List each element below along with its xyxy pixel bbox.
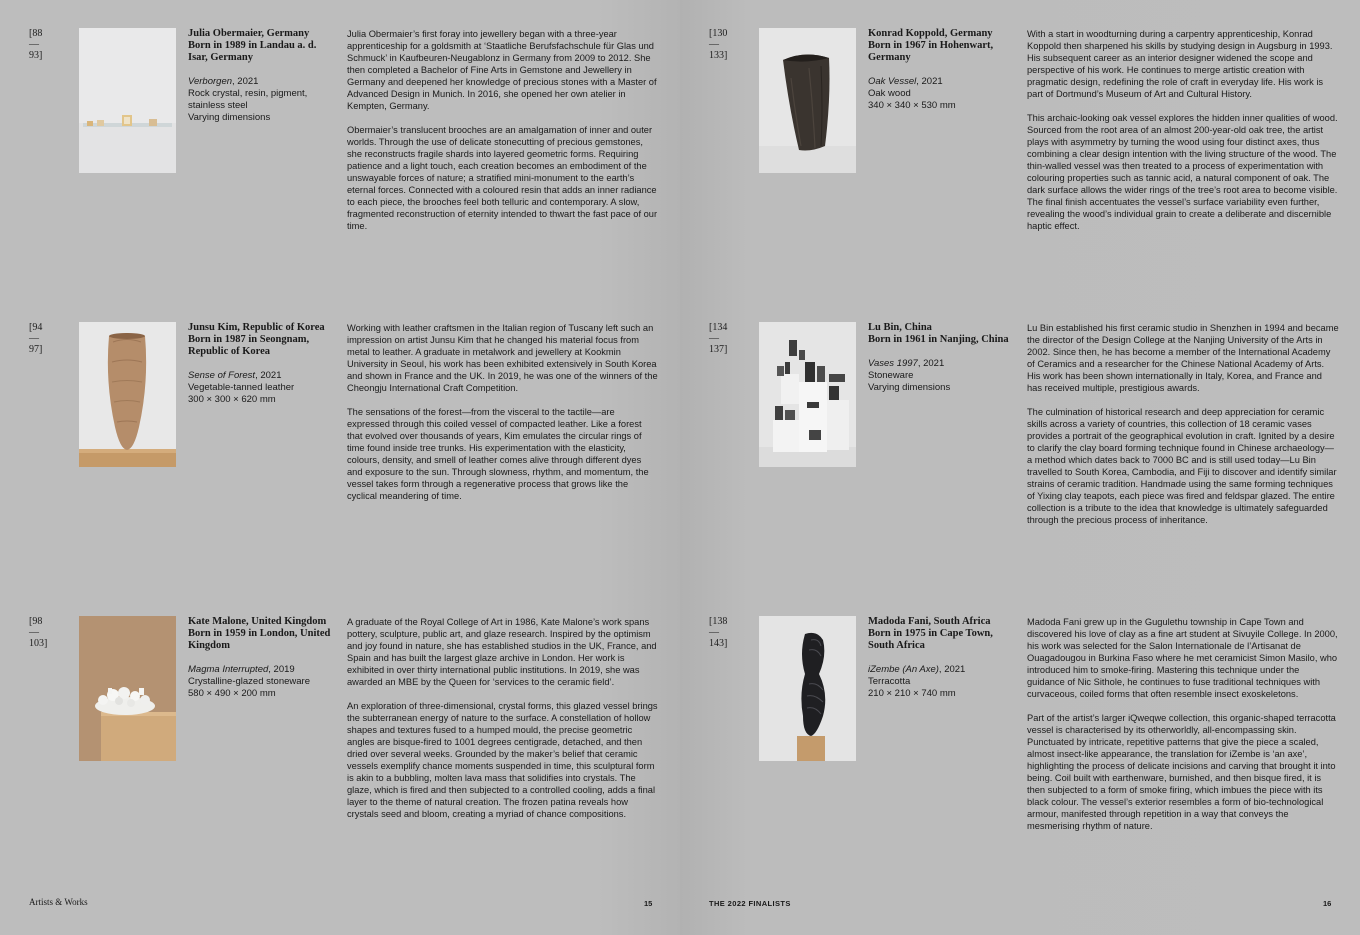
artist-meta	[868, 616, 1016, 700]
description-paragraph: An exploration of three-dimensional, crystal forms, this glazed vessel brings the subterranean energy of nature to the surface. A constellation of hollow shapes and textures fused to a humped mould, the precise geometric angles are bisque-fired to 1001 degrees centigrade, detached, and then dried over several weeks. Grounded by the maker’s belief that ceramic vessels exemplify chance moments suspended in time, this sculptural form is akin to a bubbling, molten lava mass that solidifies into crystals. The glaze, which is fired and then subjected to a controlled cooling, adds a final layer to the theme of natural creation. The frozen patina reveals how crystals seed and bloom, creating a myriad of chance compositions.	[347, 701, 658, 819]
section-title: THE 2022 FINALISTS	[709, 899, 791, 908]
stoneware-vases-photo	[759, 322, 856, 467]
work-year: , 2019	[268, 664, 295, 675]
work-dimensions: 580 × 490 × 200 mm	[188, 688, 276, 699]
artist-birth: Born in 1975 in Cape Town, South Africa	[868, 628, 993, 651]
artist-birth: Born in 1989 in Landau a. d. Isar, Germany	[188, 40, 317, 63]
work-title: Sense of Forest	[188, 370, 256, 381]
work-title: Magma Interrupted	[188, 664, 269, 675]
description-paragraph: Julia Obermaier’s first foray into jewellery began with a three-year apprenticeship for a goldsmith at ‘Staatliche Berufsfachschule für Glas und Schmuck’ in Kaufbeuren-Neugablonz in Germany from 2009 to 2012. She then completed a Bachelor of Fine Arts in Gemstone and Jewellery in Germany and deepened her knowledge of precious stones with a Master of Advanced Design in Munich. In 2016, she opened her own atelier in Kempten, Germany.	[347, 29, 657, 111]
description-paragraph: With a start in woodturning during a carpentry apprenticeship, Konrad Koppold then sharpened his skills by studying design in Augsburg in 1993. His subsequent career as an interior designer widened the scope and perspective of his work. He continues to merge artistic creation with pragmatic design, redefining the role of craft in everyday life. His work is part of Dortmund’s Museum of Art and Cultural History.	[1027, 29, 1333, 99]
work-material: Vegetable-tanned leather	[188, 382, 295, 393]
artist-meta	[188, 616, 336, 700]
artist-birth: Born in 1959 in London, United Kingdom	[188, 628, 331, 651]
artist-description	[1027, 616, 1339, 832]
description-paragraph: The sensations of the forest—from the visceral to the tactile—are expressed through this coiled vessel of compacted leather. Like a forest that evolved over thousands of years, Kim emulates the circular rings of time found inside tree trunks. His experimentation with the elasticity, colours, density, and smell of leather comes alive through different dyes and exposure to the sun. Through slowness, rhythm, and momentum, the vessel takes form through a regenerative process that grows like the cyclical meandering of time.	[347, 407, 649, 501]
page-number: 16	[1323, 899, 1332, 908]
work-dimensions: 300 × 300 × 620 mm	[188, 394, 276, 405]
brooches-photo	[79, 28, 176, 173]
artist-description	[347, 322, 659, 502]
artist-name: Julia Obermaier, Germany	[188, 28, 310, 39]
work-title: Vases 1997	[868, 358, 918, 369]
work-title: iZembe (An Axe)	[868, 664, 939, 675]
artist-birth: Born in 1967 in Hohenwart, Germany	[868, 40, 994, 63]
work-dimensions: Varying dimensions	[188, 112, 271, 123]
work-title-line	[188, 370, 336, 382]
artist-description	[1027, 28, 1339, 232]
work-year: , 2021	[938, 664, 966, 675]
description-paragraph: Obermaier’s translucent brooches are an amalgamation of inner and outer worlds. Through the use of delicate stonecutting of precious gemstones, she reconstructs fragile shards into layered geometric forms. Requiring patience and a light touch, each creation becomes an embodiment of the unswayable forces of nature; a stratified mini-monument to the earth’s eternal forces. Connected with a coloured resin that adds an inner radiance to each piece, the brooches feel both telluric and contemporary. A slow, fragmented reconstruction of eternity intended to thwart the fast pace of our time.	[347, 125, 658, 231]
work-dimensions: 340 × 340 × 530 mm	[868, 100, 956, 111]
work-material: Terracotta	[868, 676, 911, 687]
work-year: , 2021	[917, 358, 945, 369]
work-year: , 2021	[232, 76, 259, 87]
right-page	[680, 0, 1360, 935]
page-reference: [130—133]	[709, 28, 728, 61]
artist-meta	[188, 322, 336, 406]
page-reference: [94—97]	[29, 322, 43, 355]
artist-birth: Born in 1987 in Seongnam, Republic of Korea	[188, 334, 310, 357]
description-paragraph: Working with leather craftsmen in the Italian region of Tuscany left such an impression on artist Junsu Kim that he changed his material focus from metal to leather. A graduate in metalwork and jewellery at Kookmin University in Seoul, his work has been exhibited extensively in South Korea and shown in France and the UK. In 2019, he was one of the winners of the Cheongju International Craft Competition.	[347, 323, 658, 393]
work-title-line	[188, 76, 336, 88]
leather-vessel-photo	[79, 322, 176, 467]
description-paragraph: Madoda Fani grew up in the Gugulethu township in Cape Town and discovered his love of clay as a fine art student at Sivuyile College. In 2000, his work was selected for the Salon Internationale de l’Artisanat de Ouagadougou in Burkina Faso where he met ceramicist Simon Masilo, who introduced him to smoke-firing. Mastering this technique under the guidance of Nic Sithole, he continues to fuse traditional techniques with curvaceous, coiled forms that often resemble insect exoskeletons.	[1027, 617, 1338, 699]
crystal-glazed-vessel-photo	[79, 616, 176, 761]
artist-description	[347, 28, 659, 232]
artwork-image	[759, 322, 856, 467]
artist-description	[1027, 322, 1339, 526]
artist-name: Lu Bin, China	[868, 322, 932, 333]
work-title: Verborgen	[188, 76, 233, 87]
artwork-image	[759, 616, 856, 761]
description-paragraph: Part of the artist’s larger iQweqwe collection, this organic-shaped terracotta vessel is characterised by its otherworldly, all-encompassing skin. Punctuated by intricate, repetitive patterns that give the piece a scaled, almost insect-like appearance, the translation for iZembe is ‘an axe’, highlighting the process of delicate incisions and carving that brought it into being. Coil built with earthenware, burnished, and then bisque fired, it is then subjected to a form of smoke firing, which imbues the piece with its black colour. The vessel’s exterior resembles a form of bio-technological armour, manifested through repetition in a way that conveys the mesmerising rhythm of nature.	[1027, 713, 1336, 831]
work-dimensions: 210 × 210 × 740 mm	[868, 688, 956, 699]
description-paragraph: The culmination of historical research and deep appreciation for ceramic skills across a variety of countries, this collection of 18 ceramic vases provides a portrait of the geographical evolution in craft. Ignited by a desire to clarify the clay board forming technique found in Chinese archaeology—a method which dates back to 7000 BC and is still used today—Lu Bin travelled to South Korea, Cambodia, and Fiji to discover and identify similar strains of ceramic tradition. Handmade using the same forming techniques of Yixing clay teapots, each piece was fired and feldspar glazed. The entire collection is a tribute to the idea that knowledge is ultimately safeguarded through the precious process of inheritance.	[1027, 407, 1337, 525]
description-paragraph: This archaic-looking oak vessel explores the hidden inner qualities of wood. Sourced from the root area of an almost 200-year-old oak tree, the artist plays with asymmetry by turning the wood using four distinct axes, thus combining a clear design intention with the living structure of the wood. The thin-walled vessel was then treated to a process of experimentation with colouring properties such as tannic acid, a natural component of oak. The dark surface allows the wider rings of the tree’s root area to become visible. The final finish accentuates the vessel’s surface variability even further, revealing the wood’s individual grain to create a deliberate and discernible haptic effect.	[1027, 113, 1338, 231]
artwork-image	[759, 28, 856, 173]
description-paragraph: A graduate of the Royal College of Art in 1986, Kate Malone’s work spans pottery, sculpture, public art, and glaze research. Inspired by the optimism and joy found in nature, she has established studios in the UK, France, and Spain and has built the largest glaze archive in London. Her work is exhibited in over thirty international public institutions. In 2019, she was awarded an MBE by the Queen for ‘services to the ceramic field’.	[347, 617, 657, 687]
page-number: 15	[644, 899, 653, 908]
work-title-line	[868, 358, 1016, 370]
artist-meta	[868, 322, 1016, 394]
artist-name: Kate Malone, United Kingdom	[188, 616, 327, 627]
terracotta-vessel-photo	[759, 616, 856, 761]
description-paragraph: Lu Bin established his first ceramic studio in Shenzhen in 1994 and became the director of the Design College at the Nanjing University of the Arts in 2002. Since then, he has become a member of the International Academy of Ceramics and a researcher for the Chinese National Academy of Arts. His work has been shown internationally in Italy, Korea, and France and has received multiple, prestigious awards.	[1027, 323, 1339, 393]
artist-birth: Born in 1961 in Nanjing, China	[868, 334, 1009, 345]
page-reference: [98—103]	[29, 616, 48, 649]
page-reference: [138—143]	[709, 616, 728, 649]
artist-name: Madoda Fani, South Africa	[868, 616, 991, 627]
work-year: , 2021	[916, 76, 943, 87]
artist-description	[347, 616, 659, 820]
work-dimensions: Varying dimensions	[868, 382, 951, 393]
page-reference: [134—137]	[709, 322, 728, 355]
section-title: Artists & Works	[29, 897, 88, 907]
artwork-image	[79, 616, 176, 761]
artist-meta	[188, 28, 336, 124]
artist-name: Junsu Kim, Republic of Korea	[188, 322, 325, 333]
work-material: Oak wood	[868, 88, 911, 99]
work-material: Stoneware	[868, 370, 914, 381]
artist-name: Konrad Koppold, Germany	[868, 28, 993, 39]
artist-meta	[868, 28, 1016, 112]
page-reference: [88—93]	[29, 28, 43, 61]
work-year: , 2021	[255, 370, 282, 381]
work-material: Crystalline-glazed stoneware	[188, 676, 310, 687]
work-title: Oak Vessel	[868, 76, 917, 87]
work-material: Rock crystal, resin, pigment, stainless steel	[188, 88, 308, 111]
artwork-image	[79, 28, 176, 173]
oak-vessel-photo	[759, 28, 856, 173]
work-title-line	[868, 664, 1016, 676]
artwork-image	[79, 322, 176, 467]
work-title-line	[868, 76, 1016, 88]
work-title-line	[188, 664, 336, 676]
